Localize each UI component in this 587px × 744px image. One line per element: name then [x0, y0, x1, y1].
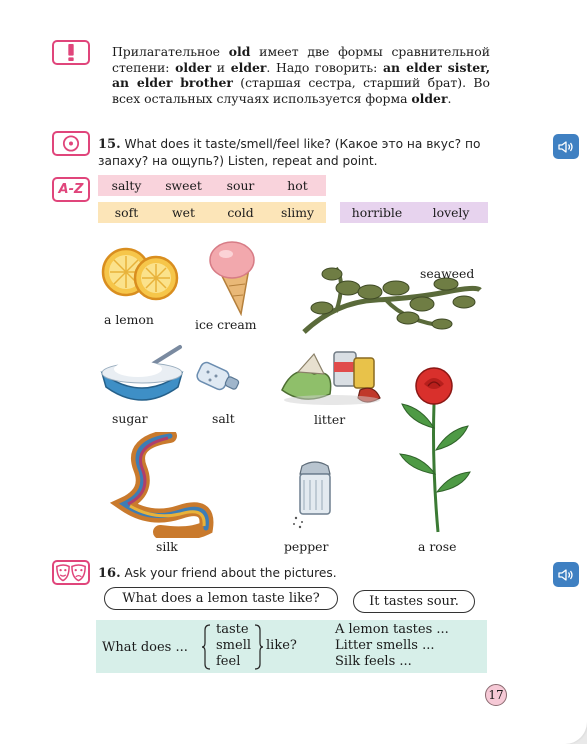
vocab-word: soft — [114, 205, 139, 220]
note-text: (старшая сестра, старший брат). Во всех остальных случаях используется форма — [112, 75, 490, 106]
exercise-number: 16. — [98, 566, 121, 581]
exclamation-icon — [52, 40, 90, 65]
vocab-word: lovely — [432, 205, 470, 220]
salt-picture — [192, 356, 244, 398]
table-verb-feel: feel — [216, 654, 241, 669]
table-like: like? — [266, 638, 297, 653]
note-text: Прилагательное — [112, 44, 229, 59]
note-text: и — [211, 59, 231, 75]
cd-icon — [52, 131, 90, 156]
label-ice-cream: ice cream — [195, 317, 257, 332]
table-verb-smell: smell — [216, 638, 252, 653]
speech-bubble-question: What does a lemon taste like? — [104, 587, 338, 610]
table-answer-silk: Silk feels ... — [335, 654, 412, 669]
label-silk: silk — [156, 539, 178, 554]
vocab-row-smell — [340, 202, 488, 223]
exercise-text: Ask your friend about the pictures. — [120, 566, 337, 580]
masks-icon-shape — [54, 562, 88, 584]
note-word-older: older — [175, 59, 212, 75]
exercise-text: What does it taste/smell/feel like? (Какое это на вкус? по запаху? на ощупь?) Listen, repeat and point. — [98, 137, 481, 168]
note-example-elder: an elder sister, an elder brother — [112, 59, 491, 91]
left-brace — [202, 624, 212, 670]
vocab-word: wet — [172, 205, 195, 220]
note-text: . — [447, 90, 452, 106]
exercise-number: 15. — [98, 137, 121, 152]
label-rose: a rose — [418, 539, 457, 554]
grammar-note — [112, 44, 490, 106]
vocab-word: sour — [226, 178, 255, 193]
vocab-row-taste — [98, 175, 326, 196]
vocab-word: sweet — [165, 178, 202, 193]
note-word-older: older — [411, 90, 448, 106]
substitution-table — [96, 620, 487, 673]
table-answer-litter: Litter smells ... — [335, 638, 435, 653]
note-text: . Надо говорить: — [266, 59, 384, 75]
vocab-row-feel — [98, 202, 326, 223]
right-brace — [253, 624, 263, 670]
label-lemon: a lemon — [104, 312, 154, 327]
lemon-picture — [100, 244, 180, 304]
az-icon-label: A-Z — [58, 182, 84, 197]
label-litter: litter — [314, 412, 346, 427]
speech-bubble-answer: It tastes sour. — [353, 590, 475, 613]
pepper-picture — [290, 456, 340, 530]
note-text: имеет две формы сравнительной степени: — [112, 44, 490, 75]
ice-cream-picture — [205, 240, 265, 316]
vocab-word: cold — [227, 205, 254, 220]
label-seaweed: seaweed — [420, 266, 475, 281]
page-number: 17 — [485, 684, 507, 706]
note-word-elder: elder — [230, 59, 267, 75]
sugar-picture — [98, 343, 186, 405]
exercise-16-instruction — [98, 565, 493, 582]
litter-picture — [274, 344, 384, 408]
silk-picture — [110, 432, 220, 538]
speaker-icon — [558, 568, 574, 582]
label-pepper: pepper — [284, 539, 329, 554]
az-icon — [52, 177, 90, 202]
vocab-word: slimy — [280, 205, 315, 220]
exercise-15-instruction — [98, 136, 493, 169]
label-salt: salt — [212, 411, 235, 426]
rose-picture — [394, 364, 474, 534]
masks-icon — [52, 560, 90, 585]
table-what-does: What does ... — [102, 640, 188, 655]
cd-icon-shape — [54, 131, 88, 156]
vocab-word: horrible — [351, 205, 403, 220]
audio-button-15[interactable] — [553, 134, 579, 159]
table-answer-lemon: A lemon tastes ... — [335, 622, 449, 637]
audio-button-16[interactable] — [553, 562, 579, 587]
vocab-word: hot — [287, 178, 308, 193]
vocab-word: salty — [111, 178, 142, 193]
note-word-old: old — [228, 44, 251, 59]
label-sugar: sugar — [112, 411, 148, 426]
speaker-icon — [558, 140, 574, 154]
exclamation-icon-shape — [54, 40, 88, 65]
table-verb-taste: taste — [216, 622, 249, 637]
